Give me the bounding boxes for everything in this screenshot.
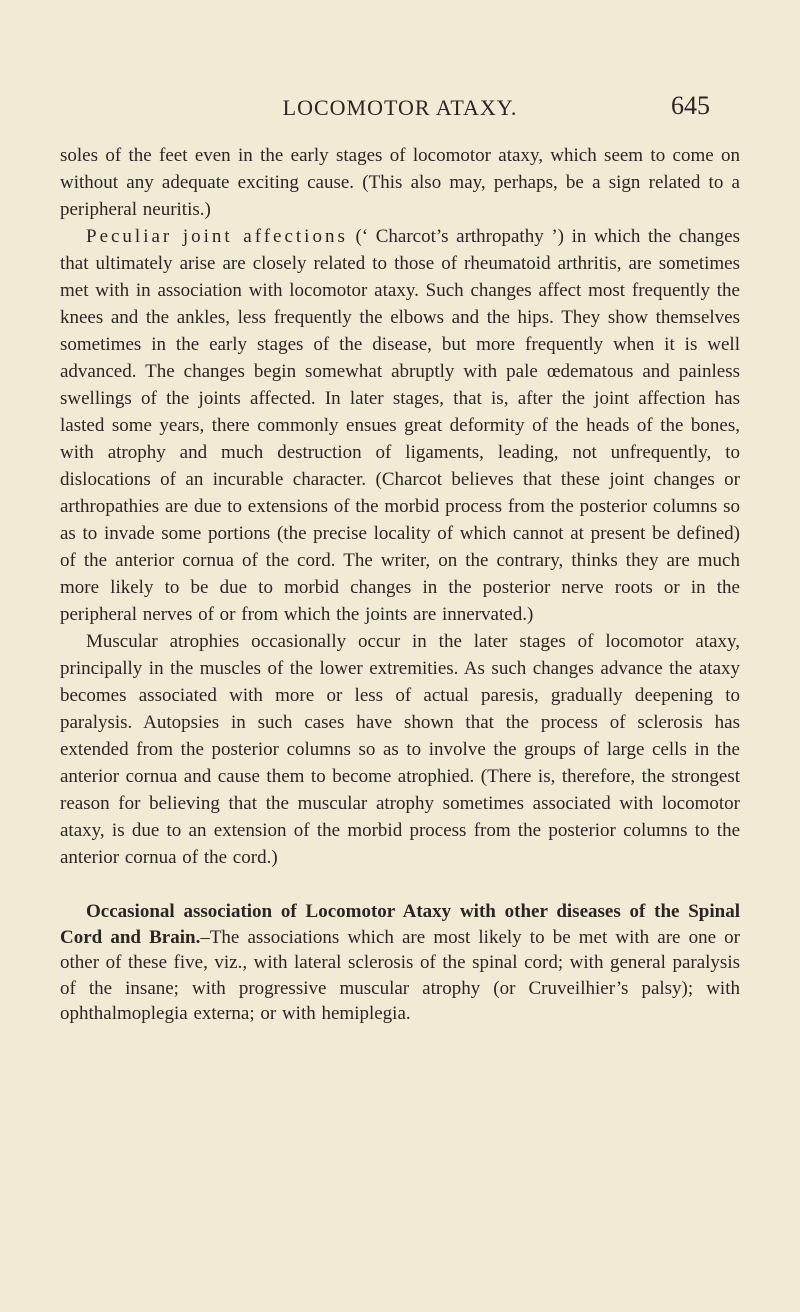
paragraph-joint-affections xyxy=(60,223,740,628)
page-number: 645 xyxy=(671,91,710,120)
paragraph-text: (‘ Charcot’s arthropathy ’) in which the changes that ultimately arise are closely related to those of rheumatoid arthritis, are sometimes met with in association with locomotor ataxy. Such changes affect most frequently the knees and the ankles, less frequently the elbows and the hips. They show themselves sometimes in the early stages of the disease, but more frequently when it is well advanced. The changes begin somewhat abruptly with pale œdematous and painless swellings of the joints affected. In later stages, that is, after the joint affection has lasted some years, there commonly ensues great deformity of the heads of the bones, with atrophy and much destruction of ligaments, leading, not unfrequently, to dislocations of an incurable character. (Charcot believes that these joint changes or arthropathies are due to extensions of the morbid process from the posterior columns so as to invade some portions (the precise locality of which cannot at present be defined) of the anterior cornua of the cord. The writer, on the contrary, thinks they are much more likely to be due to morbid changes in the posterior nerve roots or in the peripheral nerves of or from which the joints are innervated.) xyxy=(60,226,740,625)
section-heading: Occasional association of Locomotor Ataxy with other diseases of the Spinal Cord and Brain. xyxy=(60,901,740,948)
paragraph-text: –The associations which are most likely to be met with are one or other of these five, viz., with lateral sclerosis of the spinal cord; with general paralysis of the insane; with progressive muscular atrophy (or Cruveilhier’s palsy); with ophthalmoplegia externa; or with hemiplegia. xyxy=(60,926,741,1024)
page-body xyxy=(60,142,740,1027)
running-title: LOCOMOTOR ATAXY. xyxy=(282,95,518,120)
paragraph-lead-term: Peculiar joint affections xyxy=(86,226,348,247)
paragraph-continued: soles of the feet even in the early stages of locomotor ataxy, which seem to come on without any adequate exciting cause. (This also may, perhaps, be a sign related to a peripheral neuritis.) xyxy=(60,145,740,220)
paragraph-associations xyxy=(60,899,740,1027)
running-head xyxy=(60,91,740,125)
paragraph-muscular-atrophies: Muscular atrophies occasionally occur in the later stages of locomotor ataxy, principally in the muscles of the lower extremities. As such changes advance the ataxy becomes associated with more or less of actual paresis, gradually deepening to paralysis. Autopsies in such cases have shown that the process of sclerosis has extended from the posterior columns so as to involve the groups of large cells in the anterior cornua and cause them to become atrophied. (There is, therefore, the strongest reason for believing that the muscular atrophy sometimes associated with locomotor ataxy, is due to an extension of the morbid process from the posterior columns to the anterior cornua of the cord.) xyxy=(60,631,740,868)
